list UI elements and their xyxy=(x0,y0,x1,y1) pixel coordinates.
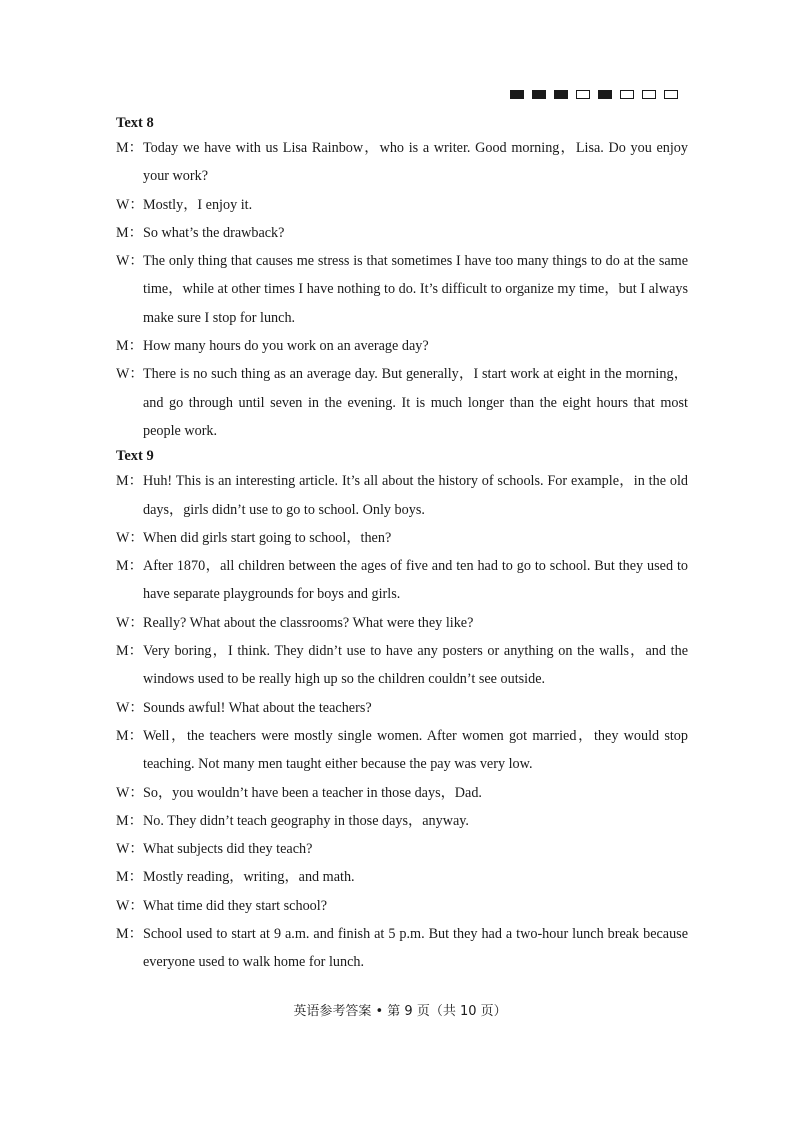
speaker-label: W： xyxy=(116,196,144,213)
dialogue-text: Mostly reading，writing，and math. xyxy=(143,869,355,886)
dialogue-line xyxy=(116,247,688,332)
page-mark-empty xyxy=(642,90,656,99)
dialogue-text: Sounds awful! What about the teachers? xyxy=(143,699,372,716)
dialogue-text: There is no such thing as an average day. But generally，I start work at eight in the morning，and go through until seven in the evening. It is much longer than the eight hours that most people work. xyxy=(143,366,688,439)
dialogue-text: No. They didn’t teach geography in those days，anyway. xyxy=(143,812,469,829)
speaker-label: W： xyxy=(116,529,144,546)
dialogue-text: How many hours do you work on an average day? xyxy=(143,338,429,355)
speaker-label: W： xyxy=(116,897,144,914)
speaker-label: W： xyxy=(116,699,144,716)
page-mark-filled xyxy=(510,90,524,99)
dialogue-text: When did girls start going to school，then? xyxy=(143,529,392,546)
dialogue-line xyxy=(116,191,688,219)
transcript-body xyxy=(116,112,688,977)
dialogue-line xyxy=(116,552,688,609)
dialogue-text: So what’s the drawback? xyxy=(143,224,285,241)
speaker-label: M： xyxy=(116,812,143,829)
dialogue-line xyxy=(116,609,688,637)
speaker-label: W： xyxy=(116,614,144,631)
dialogue-text: School used to start at 9 a.m. and finish at 5 p.m. But they had a two-hour lunch break because everyone used to walk home for lunch. xyxy=(143,926,688,971)
dialogue-line xyxy=(116,863,688,891)
page-mark-empty xyxy=(664,90,678,99)
speaker-label: M： xyxy=(116,224,143,241)
dialogue-line xyxy=(116,360,688,445)
dialogue-text: After 1870，all children between the ages of five and ten had to go to school. But they used to have separate playgrounds for boys and girls. xyxy=(143,558,688,603)
speaker-label: W： xyxy=(116,253,144,270)
speaker-label: M： xyxy=(116,338,143,355)
speaker-label: M： xyxy=(116,926,143,943)
dialogue-text: The only thing that causes me stress is that sometimes I have too many things to do at the same time，while at other times I have nothing to do. It’s difficult to organize my time，but I always make sure I stop for lunch. xyxy=(143,253,688,326)
dialogue-text: What subjects did they teach? xyxy=(143,841,313,858)
dialogue-line xyxy=(116,779,688,807)
speaker-label: M： xyxy=(116,140,143,156)
dialogue-line xyxy=(116,807,688,835)
dialogue-line xyxy=(116,835,688,863)
dialogue-text: Huh! This is an interesting article. It’s all about the history of schools. For example，in the old days，girls didn’t use to go to school. Only boys. xyxy=(143,473,688,518)
dialogue-line xyxy=(116,524,688,552)
speaker-label: W： xyxy=(116,366,144,383)
speaker-label: M： xyxy=(116,473,143,490)
page-progress-marks xyxy=(510,90,678,101)
dialogue-line xyxy=(116,467,688,524)
dialogue-line xyxy=(116,892,688,920)
page-mark-filled xyxy=(532,90,546,99)
speaker-label: W： xyxy=(116,841,144,858)
page-mark-filled xyxy=(598,90,612,99)
section-title: Text 8 xyxy=(116,115,154,131)
page-mark-empty xyxy=(620,90,634,99)
dialogue-text: So，you wouldn’t have been a teacher in those days，Dad. xyxy=(143,784,482,801)
speaker-label: M： xyxy=(116,727,143,744)
dialogue-text: Today we have with us Lisa Rainbow，who is a writer. Good morning，Lisa. Do you enjoy your work? xyxy=(143,140,688,185)
dialogue-line xyxy=(116,722,688,779)
speaker-label: W： xyxy=(116,784,144,801)
dialogue-line xyxy=(116,219,688,247)
dialogue-line xyxy=(116,920,688,977)
dialogue-text: Very boring，I think. They didn’t use to have any posters or anything on the walls，and the windows used to be really high up so the children couldn’t see outside. xyxy=(143,643,688,688)
page-footer: 英语参考答案 • 第 9 页（共 10 页） xyxy=(293,1004,507,1019)
dialogue-text: Really? What about the classrooms? What were they like? xyxy=(143,614,474,631)
dialogue-text: Well，the teachers were mostly single women. After women got married，they would stop teaching. Not many men taught either because the pay was very low. xyxy=(143,727,688,773)
dialogue-text: Mostly，I enjoy it. xyxy=(143,196,253,213)
dialogue-text: What time did they start school? xyxy=(143,897,327,914)
page-mark-empty xyxy=(576,90,590,99)
section-title: Text 9 xyxy=(116,448,154,465)
speaker-label: M： xyxy=(116,869,143,886)
page-mark-filled xyxy=(554,90,568,99)
dialogue-line xyxy=(116,332,688,360)
speaker-label: M： xyxy=(116,643,143,660)
speaker-label: M： xyxy=(116,558,143,575)
dialogue-line xyxy=(116,637,688,694)
dialogue-line xyxy=(116,694,688,722)
dialogue-line xyxy=(116,134,688,191)
